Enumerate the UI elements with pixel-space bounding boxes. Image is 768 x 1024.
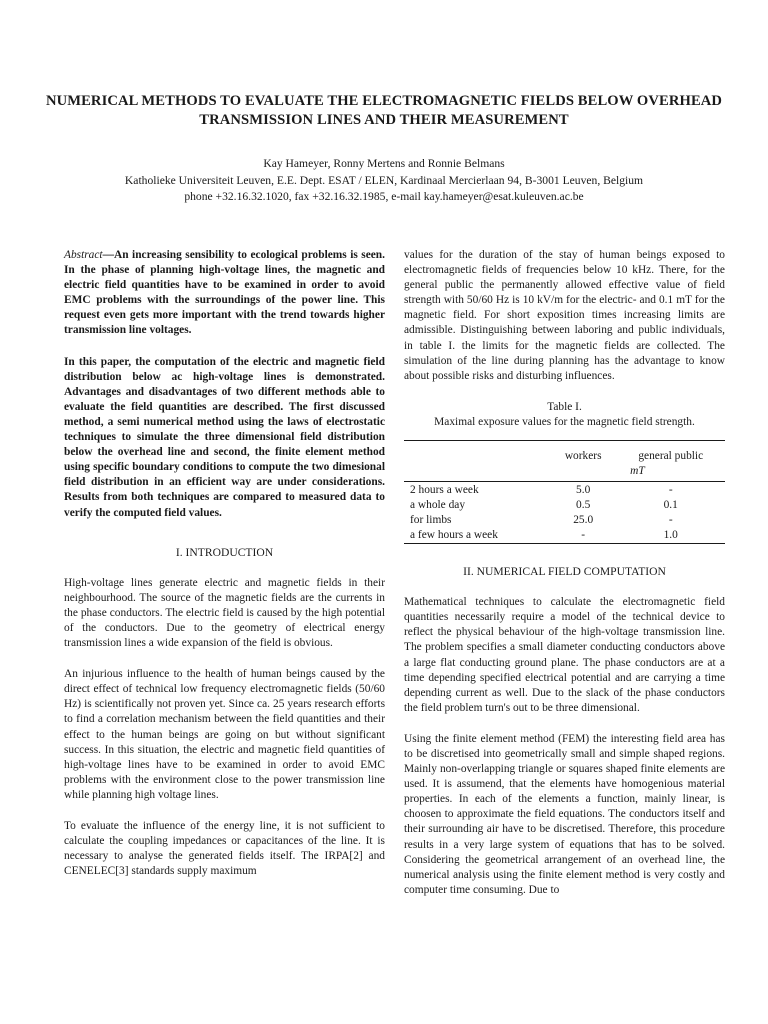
table-cell-public: - [668,514,673,527]
table-row [404,498,725,513]
table-cell-public: 1.0 [616,528,725,544]
table-label: Table I. [547,400,582,413]
section-heading-numerical: II. NUMERICAL FIELD COMPUTATION [463,565,666,579]
author-block [40,156,728,206]
abstract-paragraph-2: In this paper, the computation of the electric and magnetic field distribution below ac high-voltage lines is demonstrated. Advantages and disadvantages of two different methods able to evaluate the field quantities are described. The first discussed method, a semi numerical method using the laws of electrostatic techniques to simulate the three dimensional field distribution below the overhead line and second, the finite element method using specific boundary conditions to compute the two dimesional field distribution in an efficient way are under considerations. Results from both techniques are compared to measured data to verify the computed field values. [64,355,385,519]
intro-paragraph-2: An injurious influence to the health of human beings caused by the direct effect of technical low frequency electromagnetic fields (50/60 Hz) is scientifically not proven yet. Since ca. 25 years research efforts to find a correlation mechanism between the field quantities and their effect to the human beings are going on but without significant success. In this situation, the electric and magnetic field quantities of high-voltage lines have to be examined in order to avoid EMC problems with the environment close to the power transmission line while planning high voltage lines. [64,668,385,801]
table-row-label: for limbs [410,514,452,527]
author-contact: phone +32.16.32.1020, fax +32.16.32.1985, e-mail kay.hameyer@esat.kuleuven.ac.be [184,190,584,203]
right-column [404,248,725,914]
table-caption-text: Maximal exposure values for the magnetic field strength. [434,415,695,428]
abstract-paragraph-1 [64,248,385,339]
left-column [64,248,385,895]
abstract-text-1: An increasing sensibility to ecological problems is seen. In the phase of planning high-voltage lines, the magnetic and electric field quantities have to be examined in order to avoid EMC problems with the surroundings of the power line. This request even gets more important with the trend towards higher transmission line voltages. [64,249,385,337]
right-paragraph-1: values for the duration of the stay of human beings exposed to electromagnetic fields of frequencies below 10 kHz. There, for the general public the permanently allowed effective value of field strength with 50/60 Hz is 10 kV/m for the electric- and 0.1 mT for the magnetic field. For short exposition times increasing limits are admissible. Distinguishing between laboring and public individuals, in table I. the limits for the magnetic fields are collected. The simulation of the line during planning has the advantage to know about possible risks and disturbing influences. [404,249,725,382]
table-row-label: a whole day [410,499,466,512]
table-header-row [404,441,725,465]
table-row [404,528,725,544]
section2-paragraph-2: Using the finite element method (FEM) the interesting field area has to be discretised into geometrically small and simple shaped regions. Mainly non-overlapping triangle or squares shaped finite elements are used. It is assumend, that the elements have homogenious material properties. In each of the elements a function, mainly linear, is choosen to approximate the field equations. The conductors itself and their surrounding air have to be discretised. Therefore, this procedure results in a very large system of equations that has to be solved. Considering the geometrical arrangement of an overhead line, the numerical analysis using the finite element method is very costly and computer time consuming. Due to [404,732,725,896]
intro-paragraph-3: To evaluate the influence of the energy line, it is not sufficient to calculate the coupling impedances or capacitances of the line. It is necessary to analyse the generated fields itself. The IRPA[2] and CENELEC[3] standards supply maximum [64,820,385,878]
table-cell-workers: - [550,528,617,544]
table-row-label: a few hours a week [404,528,550,544]
table-header-public: general public [616,441,725,465]
abstract [64,248,385,521]
author-names: Kay Hameyer, Ronny Mertens and Ronnie Belmans [263,157,505,170]
paper-title: NUMERICAL METHODS TO EVALUATE THE ELECTROMAGNETIC FIELDS BELOW OVERHEAD TRANSMISSION LINES AND THEIR MEASUREMENT [45,93,723,128]
abstract-dash: — [102,249,114,261]
table-header-empty [404,441,550,465]
table-caption [404,400,725,430]
author-affiliation: Katholieke Universiteit Leuven, E.E. Dept. ESAT / ELEN, Kardinaal Mercierlaan 94, B-3001 Leuven, Belgium [124,173,644,187]
table-header-workers: workers [550,441,617,465]
table-cell-workers: 25.0 [573,514,594,527]
table-unit-row [404,464,725,482]
table-cell-public: 0.1 [663,499,678,512]
section-heading-introduction: I. INTRODUCTION [175,545,274,559]
abstract-lead: Abstract [64,249,103,261]
exposure-table [404,440,725,544]
table-row [404,513,725,528]
table-unit: mT [550,464,725,482]
table-row [404,482,725,499]
intro-paragraph-1: High-voltage lines generate electric and magnetic fields in their neighbourhood. The source of the magnetic fields are the currents in the phase conductors. The electric field is caused by the high potential of the conductors. Due to the geometry of electrical energy transmission lines a wide expansion of the field is obvious. [64,576,385,650]
table-cell-workers: 0.5 [576,499,591,512]
section2-paragraph-1: Mathematical techniques to calculate the electromagnetic field quantities necessarily require a model of the technical device to reflect the physical behaviour of the high-voltage transmission line. The problem specifies a small diameter conducting conductors above a large flat conducting ground plane. The phase conductors are at a time depending specified electrical potential and are carrying a time depending current as well. Due to the slack of the phase conductors the field problem turn's out to be three dimensional. [404,596,725,714]
table-cell-public: - [668,484,673,497]
table-cell-workers: 5.0 [576,484,591,497]
table-row-label: 2 hours a week [410,484,479,497]
